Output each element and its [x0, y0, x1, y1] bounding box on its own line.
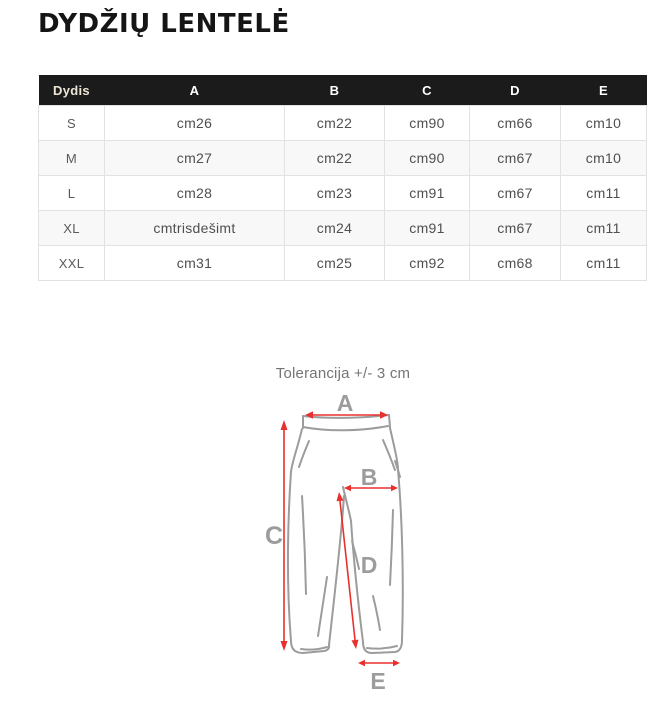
pants-diagram	[233, 385, 453, 705]
pants-waistband-bottom	[303, 426, 388, 430]
page-title: DYDŽIŲ LENTELĖ	[38, 9, 290, 39]
pants-left-leg-crease	[302, 496, 306, 594]
size-label: XL	[39, 211, 105, 246]
measurement-cell: cm25	[285, 246, 385, 281]
measurement-cell: cm67	[470, 141, 561, 176]
size-table-head	[39, 75, 647, 106]
measurement-cell: cm11	[561, 176, 647, 211]
column-header-e: E	[561, 75, 647, 106]
measurement-cell: cm31	[105, 246, 285, 281]
measurement-cell: cm10	[561, 141, 647, 176]
column-header-c: C	[385, 75, 470, 106]
measurement-cell: cm66	[470, 106, 561, 141]
size-label: XXL	[39, 246, 105, 281]
measurement-cell: cm90	[385, 106, 470, 141]
column-header-d: D	[470, 75, 561, 106]
column-header-a: A	[105, 75, 285, 106]
measurement-cell: cm22	[285, 106, 385, 141]
measurement-cell: cm92	[385, 246, 470, 281]
size-row-l	[39, 176, 647, 211]
measurement-cell: cm27	[105, 141, 285, 176]
size-row-xl	[39, 211, 647, 246]
pants-right-hem-crease	[373, 596, 380, 630]
measurement-cell: cm24	[285, 211, 385, 246]
size-table-header-row	[39, 75, 647, 106]
measure-label-b: B	[360, 464, 378, 490]
measurement-cell: cm26	[105, 106, 285, 141]
pants-waistband-right-edge	[389, 415, 390, 427]
size-row-s	[39, 106, 647, 141]
measurement-cell: cm28	[105, 176, 285, 211]
pants-left-pocket-slash	[299, 441, 309, 467]
measurement-cell: cm23	[285, 176, 385, 211]
measurement-cell: cm11	[561, 246, 647, 281]
measurement-cell: cm91	[385, 211, 470, 246]
measurement-cell: cm22	[285, 141, 385, 176]
size-row-xxl	[39, 246, 647, 281]
measurement-cell: cm68	[470, 246, 561, 281]
size-label: L	[39, 176, 105, 211]
size-row-m	[39, 141, 647, 176]
measurement-diagram	[233, 363, 453, 705]
measurement-cell: cm10	[561, 106, 647, 141]
measure-arrow-e	[358, 660, 400, 666]
measurement-cell: cm67	[470, 176, 561, 211]
pants-left-hem-inner-line	[301, 647, 327, 650]
measure-label-a: A	[336, 390, 354, 416]
measurement-cell: cm11	[561, 211, 647, 246]
pants-right-hem-inner-line	[367, 646, 397, 649]
column-header-b: B	[285, 75, 385, 106]
size-label: M	[39, 141, 105, 176]
measurement-cell: cm91	[385, 176, 470, 211]
measure-label-e: E	[370, 668, 386, 694]
column-header-size: Dydis	[39, 75, 105, 106]
pants-right-leg-crease	[390, 510, 393, 585]
pants-left-outer-seam	[288, 429, 302, 641]
size-label: S	[39, 106, 105, 141]
tolerance-note: Tolerancija +/- 3 cm	[275, 365, 411, 382]
size-table	[38, 75, 647, 281]
pants-outline	[288, 415, 403, 653]
measure-label-c: C	[264, 522, 284, 550]
measurement-cell: cmtrisdešimt	[105, 211, 285, 246]
size-table-body	[39, 106, 647, 281]
measurement-cell: cm67	[470, 211, 561, 246]
pants-left-hem-crease	[318, 577, 327, 636]
measurement-cell: cm90	[385, 141, 470, 176]
measure-label-d: D	[360, 552, 378, 578]
